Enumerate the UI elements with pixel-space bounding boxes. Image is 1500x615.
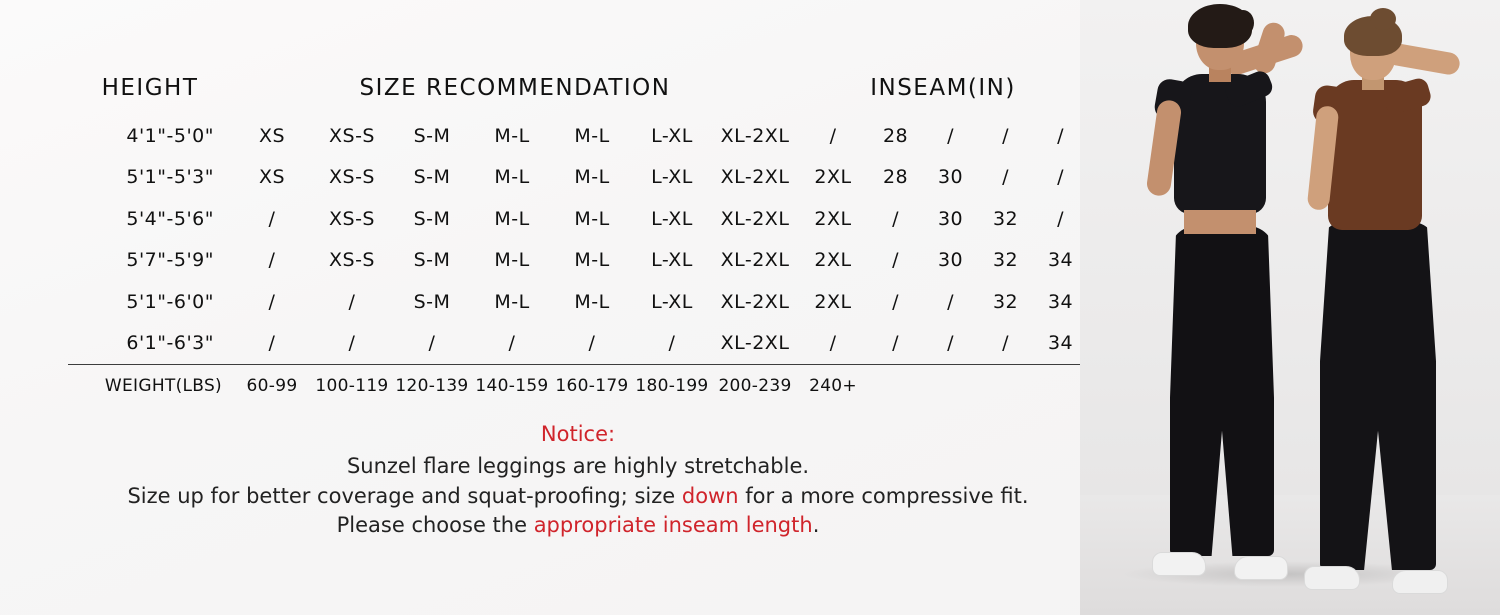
header-inseam: INSEAM(IN) [870, 74, 1016, 101]
header-height: HEIGHT [101, 74, 199, 101]
weight-cell: 140-159 [475, 376, 549, 396]
inseam-cell: 32 [992, 290, 1019, 313]
notice-title: Notice: [540, 422, 616, 446]
notice-line-3 [68, 511, 1088, 541]
weight-cell: 180-199 [635, 376, 709, 396]
model-right-leggings [1320, 222, 1436, 570]
model-left-midriff [1184, 210, 1256, 234]
size-cell: XS-S [329, 166, 375, 189]
size-cell: XL-2XL [720, 124, 790, 147]
weight-cell: 60-99 [246, 376, 298, 396]
size-cell: / [268, 249, 276, 272]
size-cell: / [829, 124, 837, 147]
notice-line-3-emphasis: appropriate inseam length [533, 513, 813, 538]
model-right-shoe-right [1392, 570, 1448, 594]
inseam-cell: 34 [1033, 323, 1088, 365]
table-row [68, 157, 1088, 199]
weight-row [68, 365, 1088, 408]
inseam-cell: 28 [882, 124, 909, 147]
model-left [1108, 4, 1318, 615]
size-cell: / [392, 323, 472, 365]
inseam-cell: / [1002, 124, 1009, 147]
size-cell: / [268, 207, 276, 230]
size-cell: 2XL [814, 207, 852, 230]
row-height: 6'1"-6'3" [68, 323, 232, 365]
inseam-cell: 32 [992, 249, 1019, 272]
inseam-cell: / [1057, 124, 1064, 147]
size-cell: / [232, 323, 312, 365]
size-cell: M-L [574, 124, 610, 147]
size-chart-table [68, 60, 1088, 407]
inseam-cell: / [1057, 166, 1064, 189]
model-left-shoe-right [1234, 556, 1288, 580]
size-cell: M-L [574, 290, 610, 313]
size-cell: XS-S [329, 249, 375, 272]
size-cell: L-XL [651, 249, 693, 272]
size-cell: / [348, 290, 356, 313]
notice-line-1: Sunzel flare leggings are highly stretchable. [346, 453, 810, 478]
notice-line-3-a: Please choose the [336, 513, 534, 538]
size-cell: XL-2XL [720, 207, 790, 230]
weight-label: WEIGHT(LBS) [104, 376, 222, 396]
inseam-cell: 34 [1047, 249, 1074, 272]
size-cell: XS [258, 166, 286, 189]
weight-cell: 120-139 [395, 376, 469, 396]
size-cell: M-L [494, 207, 530, 230]
inseam-cell: / [947, 290, 954, 313]
size-cell: S-M [413, 166, 451, 189]
weight-cell: 200-239 [718, 376, 792, 396]
inseam-cell: 32 [992, 207, 1019, 230]
row-height: 5'1"-5'3" [126, 166, 214, 189]
size-cell: XL-2XL [712, 323, 798, 365]
size-cell: / [552, 323, 632, 365]
notice-line-2-a: Size up for better coverage and squat-proofing; size [127, 483, 682, 508]
size-cell: S-M [413, 249, 451, 272]
size-cell: L-XL [651, 166, 693, 189]
table-row [68, 115, 1088, 157]
table-row [68, 281, 1088, 323]
size-cell: XS-S [329, 207, 375, 230]
size-cell: 2XL [814, 290, 852, 313]
size-cell: XS-S [329, 124, 375, 147]
size-cell: 2XL [814, 249, 852, 272]
inseam-cell: / [1002, 166, 1009, 189]
notice-block [68, 420, 1088, 541]
weight-empty [923, 365, 978, 408]
size-chart-table-area [68, 60, 1088, 407]
inseam-cell: / [978, 323, 1033, 365]
models-photo [1080, 0, 1500, 615]
inseam-cell: / [892, 290, 899, 313]
model-left-hair-bun [1232, 10, 1254, 36]
notice-line-2 [68, 482, 1088, 512]
inseam-cell: / [892, 207, 899, 230]
weight-cell: 100-119 [315, 376, 389, 396]
row-height: 5'7"-5'9" [126, 249, 214, 272]
row-height: 4'1"-5'0" [126, 124, 214, 147]
weight-cell: 160-179 [555, 376, 629, 396]
inseam-cell: / [947, 124, 954, 147]
size-cell: L-XL [651, 290, 693, 313]
size-cell: XL-2XL [720, 249, 790, 272]
header-size-recommendation: SIZE RECOMMENDATION [359, 74, 671, 101]
size-cell: M-L [574, 166, 610, 189]
size-cell: S-M [413, 124, 451, 147]
notice-line-2-emphasis: down [681, 483, 739, 508]
weight-cell: 240+ [809, 376, 857, 396]
size-cell: 2XL [814, 166, 852, 189]
model-left-leggings [1170, 226, 1274, 556]
inseam-cell: 34 [1047, 290, 1074, 313]
inseam-cell: 28 [882, 166, 909, 189]
size-cell: / [472, 323, 552, 365]
size-cell: M-L [494, 249, 530, 272]
inseam-cell: / [923, 323, 978, 365]
weight-empty [978, 365, 1033, 408]
inseam-cell: 30 [937, 249, 964, 272]
size-cell: / [798, 323, 868, 365]
model-left-shoe-left [1152, 552, 1206, 576]
size-cell: L-XL [651, 124, 693, 147]
size-cell: XS [258, 124, 286, 147]
size-cell: / [312, 323, 392, 365]
model-right-hair-bun [1370, 8, 1396, 30]
table-row [68, 198, 1088, 240]
size-cell: / [632, 323, 712, 365]
size-cell: M-L [494, 166, 530, 189]
inseam-cell: / [868, 323, 923, 365]
size-cell: M-L [574, 207, 610, 230]
size-cell: XL-2XL [720, 166, 790, 189]
size-cell: L-XL [651, 207, 693, 230]
table-header-row [68, 60, 1088, 115]
size-cell: M-L [494, 124, 530, 147]
size-cell: S-M [413, 290, 451, 313]
row-height: 5'4"-5'6" [126, 207, 214, 230]
table-row [68, 240, 1088, 282]
table-row [68, 323, 1088, 365]
notice-line-3-b: . [812, 513, 820, 538]
size-cell: S-M [413, 207, 451, 230]
size-cell: XL-2XL [720, 290, 790, 313]
row-height: 5'1"-6'0" [126, 290, 214, 313]
inseam-cell: / [1057, 207, 1064, 230]
inseam-cell: 30 [937, 207, 964, 230]
inseam-cell: / [892, 249, 899, 272]
size-cell: M-L [494, 290, 530, 313]
inseam-cell: 30 [937, 166, 964, 189]
size-cell: / [268, 290, 276, 313]
size-cell: M-L [574, 249, 610, 272]
weight-empty [868, 365, 923, 408]
notice-line-2-b: for a more compressive fit. [738, 483, 1029, 508]
